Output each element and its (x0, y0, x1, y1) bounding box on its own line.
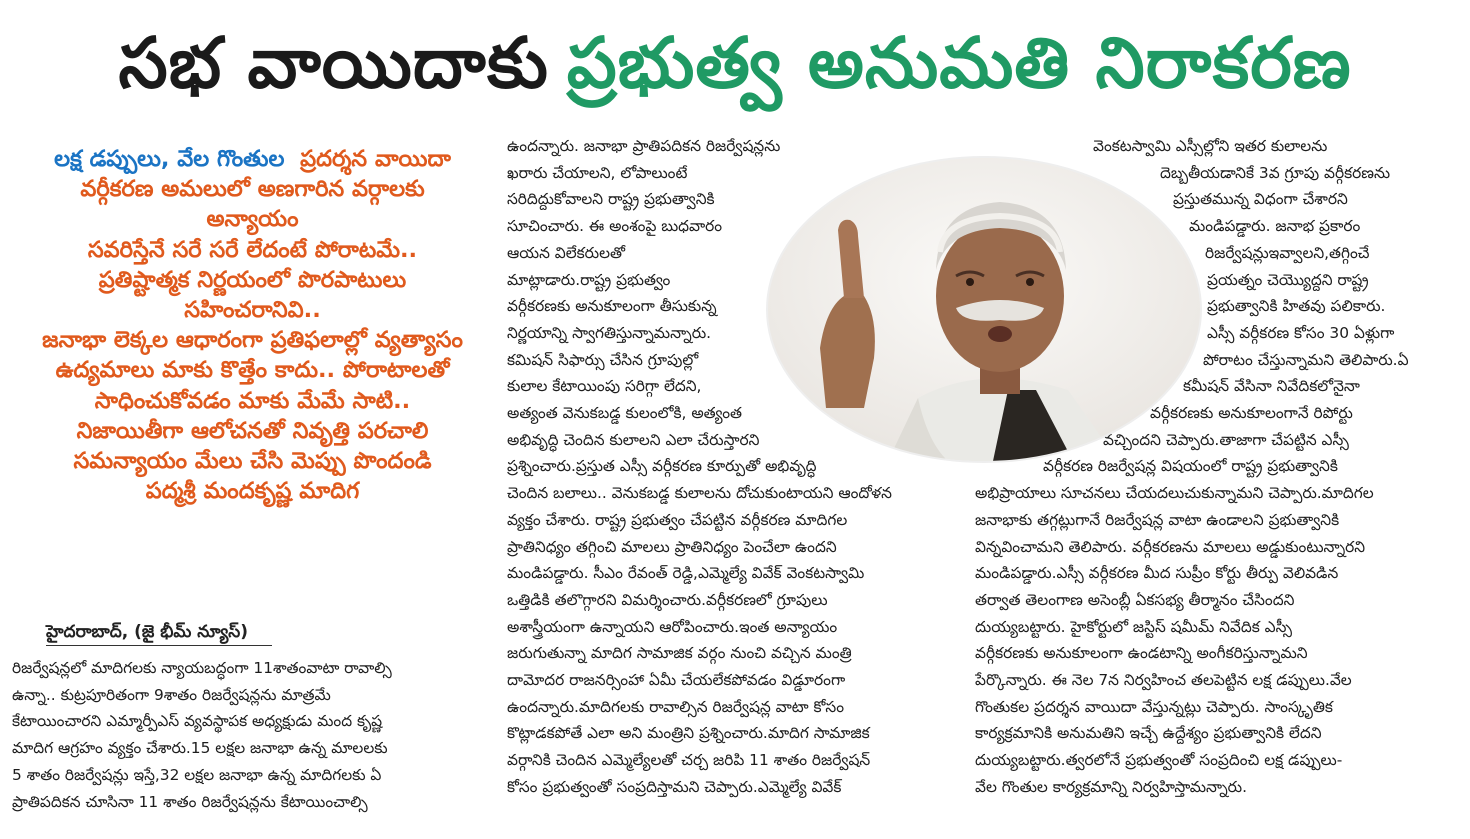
body-line: మండిపడ్డారు. సీఎం రేవంత్ రెడ్డి,ఎమ్మెల్యే వివేక్ వెంకటస్వామి (507, 564, 865, 583)
body-line: గొంతుకల ప్రదర్శన వాయిదా వేస్తున్నట్లు చెప్పారు. సాంస్కృతిక (975, 697, 1333, 716)
body-line: దామోదర రాజనర్సింహా ఏమీ చేయలేకపోవడం విడ్డూరంగా (507, 671, 846, 690)
body-line: మండిపడ్డారు. జనాభ ప్రకారం (1189, 217, 1361, 236)
lead-line: జనాభా లెక్కల ఆధారంగా ప్రతిఫలాల్లో వ్యత్యాసం (42, 327, 463, 354)
body-line: వర్గీకరణకు అనుకూలంగానే రిపోర్టు (1150, 404, 1353, 423)
body-line: ఒత్తిడికి తలొగ్గారని విమర్శించారు.వర్గీకరణలో గ్రూపులు (507, 590, 828, 609)
body-line: మండిపడ్డారు.ఎస్సీ వర్గీకరణ మీద సుప్రీం కోర్టు తీర్పు వెలివడిన (975, 564, 1339, 583)
body-line: ప్రస్తుతమున్న విధంగా చేశారని (1173, 190, 1348, 209)
body-line: జరుగుతున్నా మాదిగ సామాజిక వర్గం నుంచి వచ్చిన మంత్రి (507, 644, 852, 663)
lead-line-blue: లక్ష డప్పులు, వేల గొంతుల (54, 146, 285, 172)
body-line: వర్గానికి చెందిన ఎమ్మెల్యేలతో చర్చ జరిపి 11 శాతం రిజర్వేషన్ (507, 751, 871, 770)
body-line: ఖరారు చేయాలని, లోపాలుంటే (507, 163, 688, 182)
body-line: వచ్చిందని చెప్పారు.తాజాగా చేపట్టిన ఎస్సీ (1103, 430, 1349, 449)
body-line: నిర్ణయాన్ని స్వాగతిస్తున్నామన్నారు. (507, 323, 712, 342)
body-line: ప్రాతినిధ్యం తగ్గించి మాలలు ప్రాతినిధ్యం పెంచేలా ఉందని (507, 537, 837, 556)
body-line: దుయ్యబట్టారు.త్వరలోనే ప్రభుత్వంతో సంప్రదించి లక్ష డప్పులు- (975, 751, 1343, 770)
body-line: తర్వాత తెలంగాణ అసెంబ్లీ ఏకసభ్య తీర్మానం చేసిందని (975, 590, 1295, 609)
body-line: జనాభాకు తగ్గట్లుగానే రిజర్వేషన్ల వాటా ఉండాలని ప్రభుత్వానికి (975, 510, 1340, 529)
body-line: ఆయన విలేకరులతో (507, 243, 626, 262)
body-line: వ్యక్తం చేశారు. రాష్ట్ర ప్రభుత్వం చేపట్టిన వర్గీకరణ మాదిగల (507, 510, 848, 529)
lead-line: పద్మశ్రీ మందకృష్ణ మాదిగ (145, 478, 360, 505)
body-line: ప్రభుత్వానికి హితవు పలికారు. (1207, 297, 1386, 316)
lead-line: సవరిస్తేనే సరే సరే లేదంటే పోరాటమే.. (87, 236, 418, 263)
body-line: మాదిగ ఆగ్రహం వ్యక్తం చేశారు.15 లక్షల జనాభా ఉన్న మాలలకు (12, 739, 388, 758)
lead-line: అన్యాయం (206, 206, 299, 233)
speaker-portrait-illustration (768, 158, 1200, 461)
body-line: పేర్కొన్నారు. ఈ నెల 7న నిర్వహించ తలపెట్టిన లక్ష డప్పులు.వేల (975, 671, 1352, 690)
headline-part-1: సభ వాయిదాకు (118, 22, 549, 104)
body-line: సూచించారు. ఈ అంశంపై బుధవారం (507, 217, 723, 236)
body-line: ప్రయత్నం చెయ్యొద్దని రాష్ట్ర (1207, 270, 1369, 289)
lead-line: సమన్యాయం మేలు చేసి మెప్పు పొందండి (73, 448, 432, 475)
dateline-underline (46, 645, 272, 646)
lead-line: సహించరానివి.. (184, 297, 321, 324)
body-line: రిజర్వేషన్లలో మాదిగలకు న్యాయబద్ధంగా 11శాతంవాటా రావాల్సి (12, 659, 392, 677)
body-line: అభివృద్ధి చెందిన కులాలని ఎలా చేరుస్తారని (507, 430, 760, 449)
lead-line: ఉద్యమాలు మాకు కొత్తేం కాదు.. పోరాటాలతో (55, 357, 450, 384)
body-line: వేల గొంతుల కార్యక్రమాన్ని నిర్వహిస్తామన్నారు. (975, 777, 1248, 796)
lead-line: ప్రతిష్టాత్మక నిర్ణయంలో పొరపాటులు (98, 266, 407, 293)
body-line: వర్గీకరణ రిజర్వేషన్ల విషయంలో రాష్ట్ర ప్రభుత్వానికి (1043, 457, 1338, 476)
body-line: ఉన్నా.. కుట్రపూరితంగా 9శాతం రిజర్వేషన్లను మాత్రమే (12, 685, 331, 704)
body-line: వెంకటస్వామి ఎస్సీల్లోని ఇతర కులాలను (1093, 137, 1328, 155)
dateline: హైదరాబాద్, (జై భీమ్ న్యూస్) (46, 622, 249, 642)
lead-line (10, 144, 495, 174)
body-line: 5 శాతం రిజర్వేషన్లు ఇస్తే,32 లక్షల జనాభా ఉన్న మాదిగలకు ఏ (12, 765, 382, 784)
body-line: రిజర్వేషన్లుఇవ్వాలని,తగ్గించే (1205, 243, 1370, 262)
headline-part-2: ప్రభుత్వ అనుమతి నిరాకరణ (566, 22, 1352, 104)
lead-line: సాధించుకోవడం మాకు మేమే సాటి.. (94, 387, 411, 414)
body-line: ప్రశ్నించారు.ప్రస్తుత ఎస్సీ వర్గీకరణ కూర్పుతో అభివృద్ధి (507, 457, 817, 476)
body-line: విన్నవించామని తెలిపారు. వర్గీకరణను మాలలు అడ్డుకుంటున్నారని (975, 537, 1366, 556)
body-line: చెందిన బలాలు.. వెనుకబడ్డ కులాలను దోచుకుంటాయని ఆందోళన (507, 484, 892, 503)
body-line: అత్యంత వెనుకబడ్డ కులంలోకి, అత్యంత (507, 404, 743, 423)
body-line: పోరాటం చేస్తున్నామని తెలిపారు.ఏ (1203, 350, 1409, 369)
body-line: కమిషన్ సిఫార్సు చేసిన గ్రూపుల్లో (507, 350, 699, 369)
body-line: అభిప్రాయాలు సూచనలు చేయదలుచుకున్నామని చెప్పారు.మాదిగల (975, 484, 1374, 503)
speaker-photo (768, 158, 1200, 461)
body-line: ఉందన్నారు.మాదిగలకు రావాల్సిన రిజర్వేషన్ల వాటా కోసం (507, 697, 844, 716)
body-line: కోసం ప్రభుత్వంతో సంప్రదిస్తామని చెప్పారు.ఎమ్మెల్యే వివేక్ (507, 777, 842, 796)
body-column-left (12, 655, 487, 815)
body-line: సరిదిద్దుకోవాలని రాష్ట్ర ప్రభుత్వానికి (507, 190, 715, 209)
lead-line-orange: ప్రదర్శన వాయిదా (300, 146, 451, 172)
body-line: కేటాయించారని ఎమ్మార్పీఎస్ వ్యవస్థాపక అధ్యక్షుడు మంద కృష్ణ (12, 712, 383, 731)
lead-line: వర్గీకరణ అమలులో అణగారిన వర్గాలకు (80, 176, 425, 203)
lead-line: నిజాయితీగా ఆలోచనతో నివృత్తి పరచాలి (76, 417, 429, 444)
body-line: కొట్లాడకపోతే ఎలా అని మంత్రిని ప్రశ్నించారు.మాదిగ సామాజిక (507, 724, 870, 743)
body-line: వర్గీకరణకు అనుకూలంగా తీసుకున్న (507, 297, 717, 316)
body-line: వర్గీకరణకు అనుకూలంగా ఉండటాన్ని అంగీకరిస్తున్నామని (975, 644, 1308, 663)
body-line: ఎస్సీ వర్గీకరణ కోసం 30 ఏళ్లుగా (1207, 323, 1395, 342)
body-line: ప్రాతిపదికన చూసినా 11 శాతం రిజర్వేషన్లను కేటాయించాల్సి (12, 792, 368, 811)
headline (0, 18, 1470, 108)
body-line: కార్యక్రమానికి అనుమతిని ఇచ్చే ఉద్దేశ్యం ప్రభుత్వానికి లేదని (975, 724, 1322, 743)
body-line: మాట్లాడారు.రాష్ట్ర ప్రభుత్వం (507, 270, 671, 289)
body-line: దెబ్బతీయడానికే 3వ గ్రూపు వర్గీకరణను (1160, 163, 1391, 182)
body-line: కులాల కేటాయింపు సరిగ్గా లేదని, (507, 377, 702, 396)
body-line: అశాస్త్రీయంగా ఉన్నాయని ఆరోపించారు.ఇంత అన్యాయం (507, 617, 838, 636)
body-line: ఉందన్నారు. జనాభా ప్రాతిపదికన రిజర్వేషన్లను (507, 137, 781, 155)
body-line: దుయ్యబట్టారు. హైకోర్టులో జస్టిస్ షమీమ్ నివేదిక ఎస్సీ (975, 617, 1292, 636)
lead-highlights (10, 144, 495, 506)
body-line: కమీషన్ వేసినా నివేదికలోనైనా (1183, 377, 1360, 396)
